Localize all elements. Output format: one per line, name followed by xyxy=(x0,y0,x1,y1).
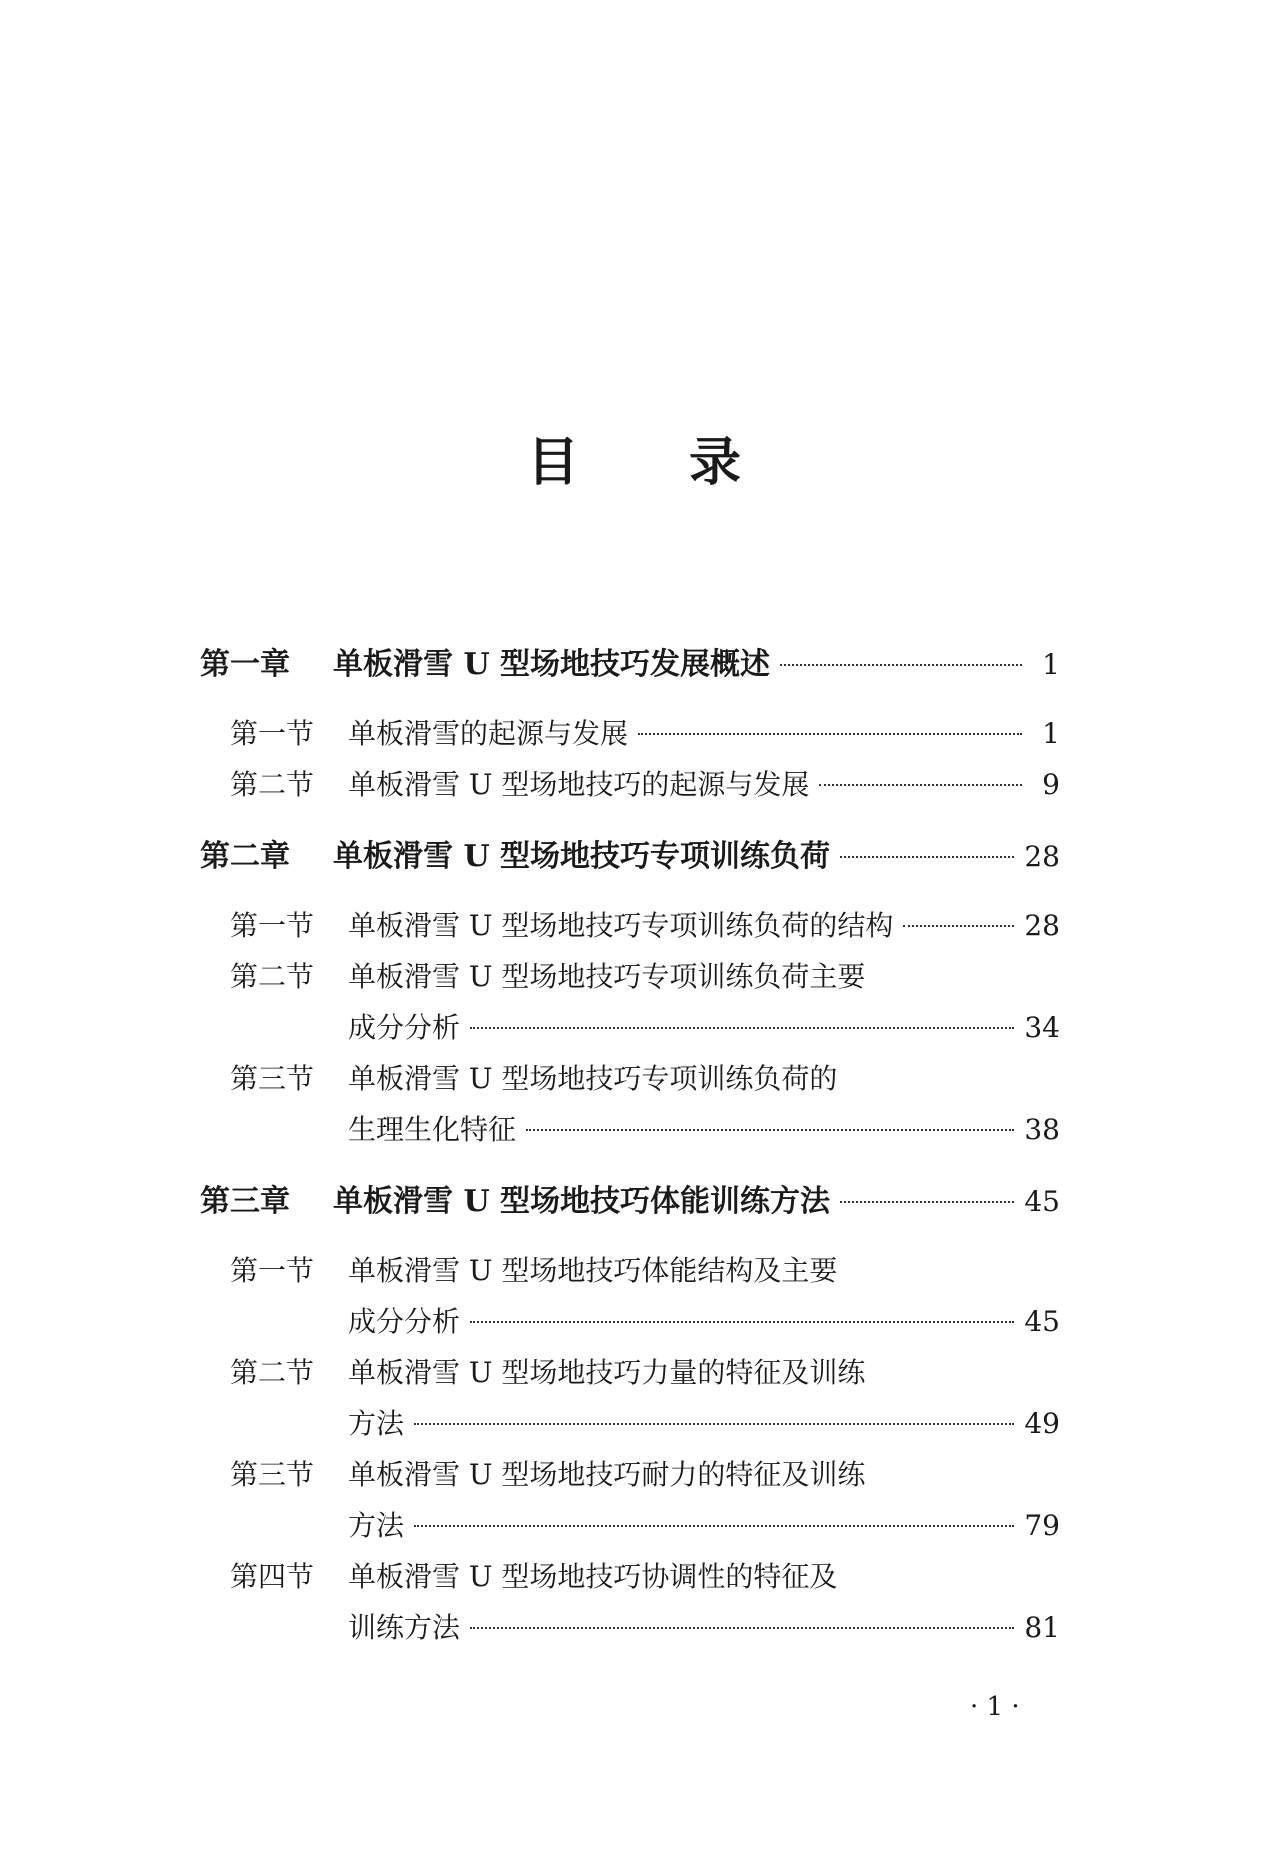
dot-leader xyxy=(903,925,1014,927)
section-title: 单板滑雪 U 型场地技巧专项训练负荷的 xyxy=(348,1062,838,1095)
section-title-continued: 训练方法 xyxy=(348,1611,461,1644)
section-title: 单板滑雪 U 型场地技巧协调性的特征及 xyxy=(348,1560,838,1593)
chapter-title: 单板滑雪 U 型场地技巧发展概述 xyxy=(333,647,771,682)
toc-chapter-2[interactable] xyxy=(200,832,1060,882)
section-title: 单板滑雪 U 型场地技巧体能结构及主要 xyxy=(348,1254,838,1287)
toc-section-3-3-continued[interactable] xyxy=(200,1500,1060,1551)
section-title-continued: 方法 xyxy=(348,1407,405,1440)
section-title: 单板滑雪的起源与发展 xyxy=(348,717,629,750)
page-number: 28 xyxy=(1024,909,1060,942)
section-title: 单板滑雪 U 型场地技巧的起源与发展 xyxy=(348,768,810,801)
toc-section-2-2[interactable] xyxy=(200,951,1060,1002)
dot-leader xyxy=(780,664,1022,666)
section-number: 第二节 xyxy=(230,960,315,993)
toc-section-3-1[interactable] xyxy=(200,1245,1060,1296)
page-number: 9 xyxy=(1042,768,1060,801)
chapter-title: 单板滑雪 U 型场地技巧专项训练负荷 xyxy=(333,839,831,874)
page-folio: · 1 · xyxy=(970,1692,1020,1722)
table-of-contents xyxy=(200,640,1060,1653)
dot-leader xyxy=(470,1321,1014,1323)
section-number: 第三节 xyxy=(230,1458,315,1491)
page-number: 45 xyxy=(1024,1185,1060,1218)
toc-section-3-4-continued[interactable] xyxy=(200,1602,1060,1653)
page-number: 49 xyxy=(1024,1407,1060,1440)
toc-chapter-3[interactable] xyxy=(200,1177,1060,1227)
page-number: 81 xyxy=(1024,1611,1060,1644)
section-number: 第一节 xyxy=(230,717,315,750)
section-title-continued: 方法 xyxy=(348,1509,405,1542)
page-number: 1 xyxy=(1042,648,1060,681)
toc-section-3-3[interactable] xyxy=(200,1449,1060,1500)
chapter-number: 第一章 xyxy=(200,647,290,682)
section-title: 单板滑雪 U 型场地技巧专项训练负荷的结构 xyxy=(348,909,894,942)
dot-leader xyxy=(819,784,1022,786)
page-title xyxy=(0,420,1268,495)
toc-section-3-4[interactable] xyxy=(200,1551,1060,1602)
title-char-2: 录 xyxy=(689,432,742,493)
section-title: 单板滑雪 U 型场地技巧耐力的特征及训练 xyxy=(348,1458,866,1491)
dot-leader xyxy=(414,1423,1014,1425)
chapter-number: 第三章 xyxy=(200,1184,290,1219)
dot-leader xyxy=(414,1525,1014,1527)
toc-section-3-2[interactable] xyxy=(200,1347,1060,1398)
toc-section-2-3[interactable] xyxy=(200,1053,1060,1104)
page-number: 34 xyxy=(1024,1011,1060,1044)
toc-section-1-1[interactable] xyxy=(200,708,1060,759)
toc-chapter-1[interactable] xyxy=(200,640,1060,690)
toc-section-2-2-continued[interactable] xyxy=(200,1002,1060,1053)
toc-section-3-2-continued[interactable] xyxy=(200,1398,1060,1449)
dot-leader xyxy=(470,1027,1014,1029)
page-number: 45 xyxy=(1024,1305,1060,1338)
section-number: 第二节 xyxy=(230,1356,315,1389)
toc-section-2-3-continued[interactable] xyxy=(200,1104,1060,1155)
dot-leader xyxy=(470,1627,1014,1629)
section-title-continued: 成分分析 xyxy=(348,1011,461,1044)
page-number: 28 xyxy=(1024,840,1060,873)
chapter-title: 单板滑雪 U 型场地技巧体能训练方法 xyxy=(333,1184,831,1219)
section-title: 单板滑雪 U 型场地技巧专项训练负荷主要 xyxy=(348,960,866,993)
section-title-continued: 生理生化特征 xyxy=(348,1113,517,1146)
section-number: 第四节 xyxy=(230,1560,315,1593)
page-number: 79 xyxy=(1024,1509,1060,1542)
section-title-continued: 成分分析 xyxy=(348,1305,461,1338)
section-number: 第一节 xyxy=(230,1254,315,1287)
section-number: 第二节 xyxy=(230,768,315,801)
toc-section-2-1[interactable] xyxy=(200,900,1060,951)
section-number: 第三节 xyxy=(230,1062,315,1095)
dot-leader xyxy=(526,1129,1014,1131)
title-char-1: 目 xyxy=(526,432,579,493)
section-number: 第一节 xyxy=(230,909,315,942)
dot-leader xyxy=(840,856,1014,858)
dot-leader xyxy=(638,733,1022,735)
toc-section-3-1-continued[interactable] xyxy=(200,1296,1060,1347)
toc-section-1-2[interactable] xyxy=(200,759,1060,810)
chapter-number: 第二章 xyxy=(200,839,290,874)
section-title: 单板滑雪 U 型场地技巧力量的特征及训练 xyxy=(348,1356,866,1389)
dot-leader xyxy=(840,1201,1014,1203)
page-number: 38 xyxy=(1024,1113,1060,1146)
page-number: 1 xyxy=(1042,717,1060,750)
